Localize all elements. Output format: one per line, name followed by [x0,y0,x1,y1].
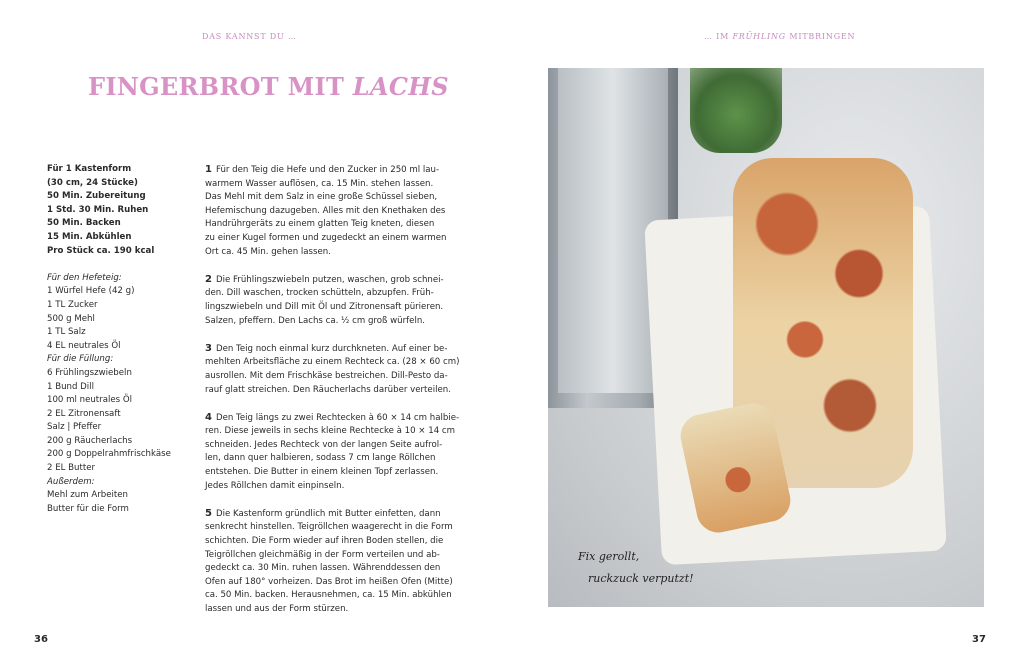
ingredient-line: Für die Füllung: [47,354,114,365]
ingredients-list [47,163,171,516]
step-text: mehlten Arbeitsfläche zu einem Rechteck ca. (28 × 60 cm) [205,357,460,368]
ingredient-line: 4 EL neutrales Öl [47,340,121,351]
ingredient-line: Außerdem: [47,476,95,487]
step-line [205,576,453,590]
step-text: den. Dill waschen, trocken schütteln, abzupfen. Früh- [205,288,434,299]
ingredient-line: Für den Hefeteig: [47,272,122,283]
pesto-jar [690,68,782,153]
ingredient-line: 1 TL Zucker [47,299,98,310]
ingredient-line: 50 Min. Backen [47,218,121,229]
step-text: warmem Wasser auflösen, ca. 15 Min. stehen lassen. [205,178,434,189]
step-line [205,411,460,426]
step-line [205,232,450,246]
title-italic: LACHS [352,72,449,101]
step-line [205,246,450,260]
step-line [205,439,450,453]
step-line [205,342,450,357]
step-line [205,589,450,603]
recipe-photo [548,68,984,607]
step-text: gedeckt ca. 30 Min. ruhen lassen. Währenddessen den [205,563,441,574]
step-5 [205,507,453,617]
step-text: Die Frühlingszwiebeln putzen, waschen, grob schnei- [215,274,444,285]
step-text: Den Teig längs zu zwei Rechtecken à 60 × 14 cm halbie- [215,412,460,423]
step-line [205,521,453,535]
step-text: Für den Teig die Hefe und den Zucker in 250 ml lau- [215,165,440,175]
step-number: 3 [205,342,212,354]
header-right-italic: FRÜHLING [732,32,786,41]
step-text: Das Mehl mit dem Salz in eine große Schüssel sieben, [205,192,438,203]
step-3 [205,342,460,397]
step-line [205,549,450,563]
step-2 [205,273,450,328]
ingredient-line: 200 g Doppelrahmfrischkäse [47,449,171,460]
step-line [205,425,455,439]
ingredient-line: Pro Stück ca. 190 kcal [47,245,155,256]
step-line [205,315,450,329]
step-text: entstehen. Die Butter in einem kleinen Topf zerlassen. [205,467,439,478]
ingredient-line: 50 Min. Zubereitung [47,191,146,202]
step-line [205,178,450,192]
ingredient-line: Salz | Pfeffer [47,422,102,433]
header-right-prefix: … IM [704,32,733,41]
running-header-right [704,32,855,41]
caption-line: Fix gerollt, [578,550,640,563]
ingredient-line: Butter für die Form [47,503,129,514]
step-text: rauf glatt streichen. Den Räucherlachs darüber verteilen. [205,384,451,395]
step-line [205,273,450,288]
ingredient-line: 200 g Räucherlachs [47,435,133,446]
step-text: lassen und aus der Form stürzen. [205,604,349,614]
step-line [205,287,450,301]
instructions [205,163,460,630]
step-text: Die Kastenform gründlich mit Butter einfetten, dann [215,508,441,519]
step-line [205,452,450,466]
step-text: Ort ca. 45 Min. gehen lassen. [205,246,331,257]
step-text: senkrecht hinstellen. Teigröllchen waagerecht in die Form [205,522,453,533]
step-line [205,205,450,219]
ingredient-line [47,258,171,272]
step-line [205,163,450,178]
step-text: schichten. Die Form wieder auf ihren Boden stellen, die [205,536,444,547]
step-1 [205,163,450,259]
step-4 [205,411,460,494]
step-line [205,191,450,205]
ingredient-line: 1 Bund Dill [47,381,94,392]
page-number-left: 36 [34,634,48,645]
step-number: 5 [205,507,212,519]
running-header-left: DAS KANNST DU … [202,32,297,41]
step-line [205,218,450,232]
step-line [205,301,450,315]
step-text: Jedes Röllchen damit einpinseln. [205,480,345,491]
ingredient-line: Für 1 Kastenform [47,164,132,174]
ingredient-line: 6 Frühlingszwiebeln [47,367,132,378]
step-text: Ofen auf 180° vorheizen. Das Brot im heißen Ofen (Mitte) [205,576,453,587]
ingredient-line: 100 ml neutrales Öl [47,395,133,406]
step-line [205,535,450,549]
step-text: schneiden. Jedes Rechteck von der langen Seite aufrol- [205,439,443,450]
step-text: ren. Diese jeweils in sechs kleine Rechtecke à 10 × 14 cm [205,426,455,437]
step-line [205,562,450,576]
step-line [205,370,450,384]
ingredient-line: 1 TL Salz [47,327,86,338]
ingredient-line: 500 g Mehl [47,313,95,324]
step-text: lingszwiebeln und Dill mit Öl und Zitronensaft pürieren. [205,301,444,312]
caption-line: ruckzuck verputzt! [588,572,694,585]
ingredient-line: 2 EL Butter [47,463,96,474]
header-right-suffix: MITBRINGEN [786,32,856,41]
step-text: Den Teig noch einmal kurz durchkneten. Auf einer be- [215,343,448,354]
step-line [205,384,450,398]
step-number: 2 [205,273,212,285]
step-text: zu einer Kugel formen und zugedeckt an einem warmen [205,232,447,243]
step-text: ausrollen. Mit dem Frischkäse bestreichen. Dill-Pesto da- [205,370,448,381]
handwritten-caption [578,546,694,590]
ingredient-line: 1 Std. 30 Min. Ruhen [47,204,149,215]
step-text: Salzen, pfeffern. Den Lachs ca. ½ cm groß würfeln. [205,315,426,326]
step-line [205,466,450,480]
step-number: 1 [205,164,212,175]
ingredient-line: 1 Würfel Hefe (42 g) [47,286,135,297]
step-text: Teigröllchen gleichmäßig in der Form verteilen und ab- [205,549,440,560]
step-text: len, dann quer halbieren, sodass 7 cm lange Röllchen [205,453,436,464]
step-line [205,480,450,494]
step-text: ca. 50 Min. backen. Herausnehmen, ca. 15 Min. abkühlen [205,590,452,601]
title-main: FINGERBROT MIT [88,72,353,101]
step-line [205,356,460,370]
ingredient-line: 2 EL Zitronensaft [47,408,121,419]
ingredient-line: Mehl zum Arbeiten [47,490,128,501]
step-text: Hefemischung dazugeben. Alles mit den Knethaken des [205,205,446,216]
ingredient-line: (30 cm, 24 Stücke) [47,177,138,188]
recipe-title [88,72,449,101]
step-line [205,603,450,617]
ingredient-line: 15 Min. Abkühlen [47,231,132,242]
page-number-right: 37 [972,634,986,645]
step-text: Handrührgeräts zu einem glatten Teig kneten, diesen [205,219,435,230]
step-number: 4 [205,411,212,423]
step-line [205,507,450,522]
